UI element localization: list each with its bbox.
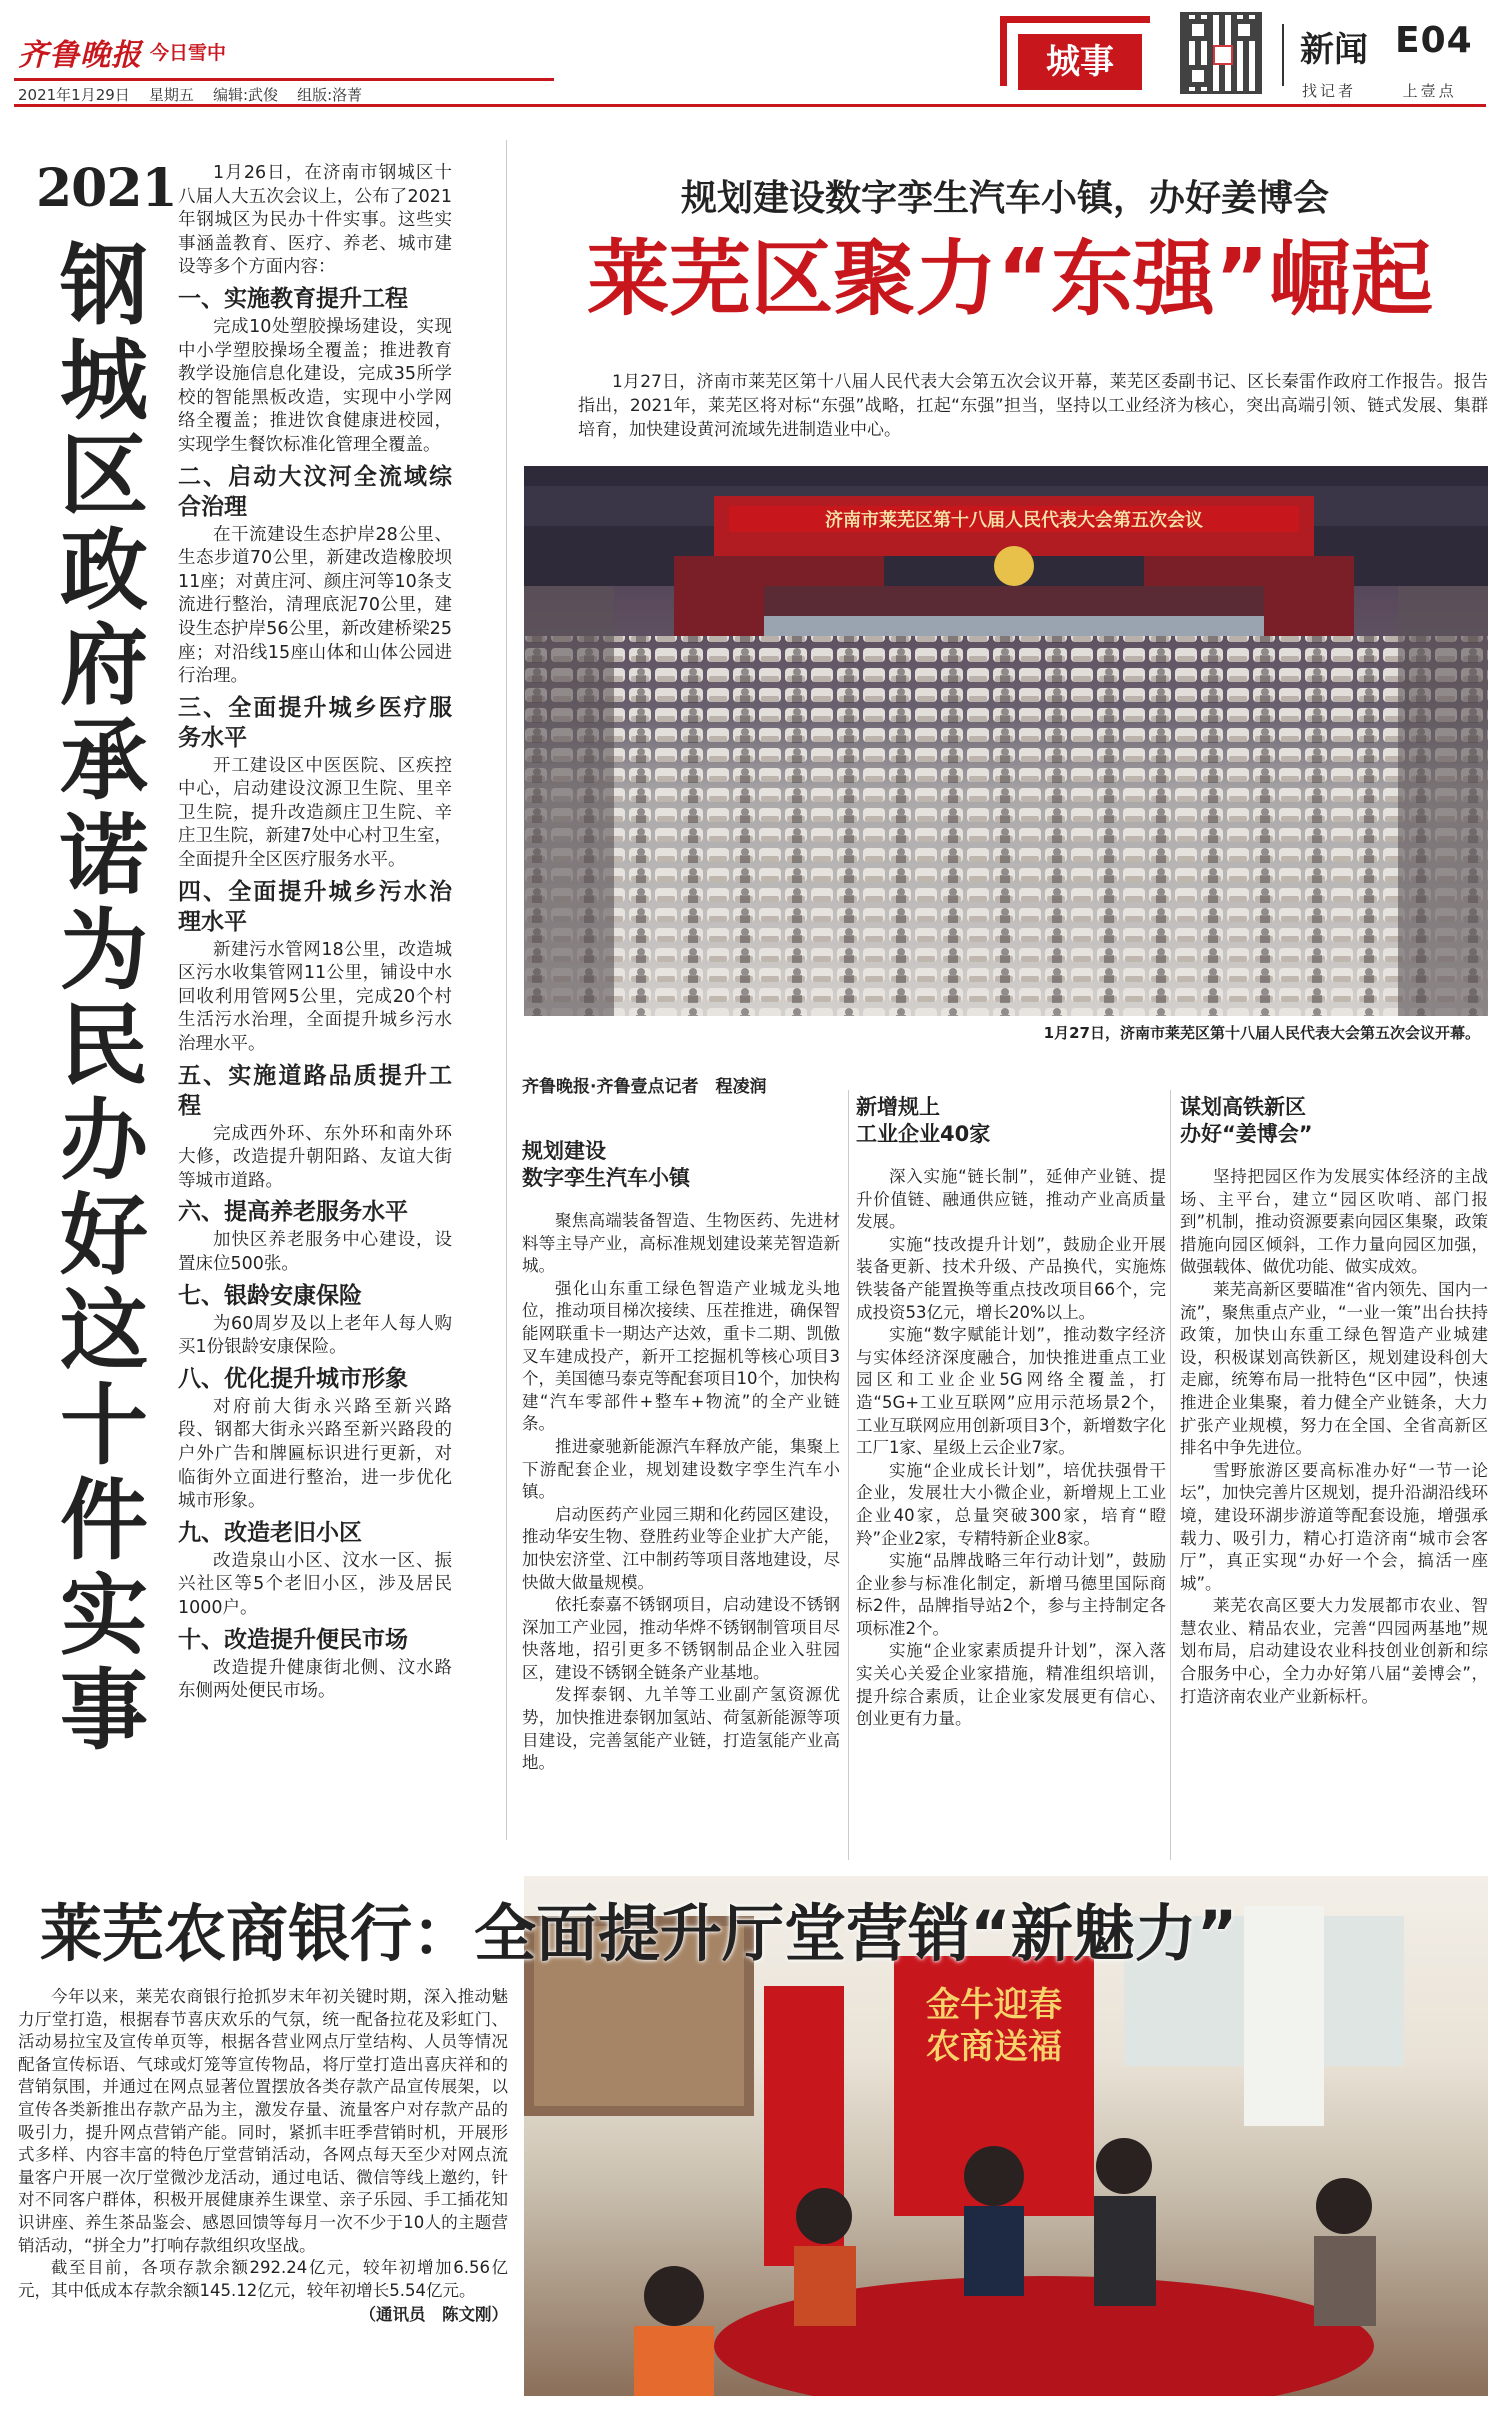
headline-char: 诺 <box>59 804 148 907</box>
col3-paragraph: 雪野旅游区要高标准办好“一节一论坛”，加快完善片区规划，提升沿湖沿线环境，建设环湖步游道等配套设施，增强承载力、吸引力，精心打造济南“城市会客厅”，真正实现“办好一个会，搞活一座城”。 <box>1180 1460 1488 1593</box>
reporter-platform: 上壹点 <box>1402 82 1457 100</box>
reporter-line <box>1302 80 1457 101</box>
reporter-label: 找记者 <box>1302 82 1357 100</box>
headline-char: 承 <box>59 709 148 812</box>
layout-credit: 组版:洛菁 <box>297 86 363 104</box>
main-subtitle: 规划建设数字孪生汽车小镇，办好姜博会 <box>680 178 1329 219</box>
col1-paragraph: 聚焦高端装备智造、生物医药、先进材料等主导产业，高标准规划建设莱芜智造新城。 <box>522 1211 840 1276</box>
headline-char: 区 <box>59 424 148 527</box>
col2-paragraph: 深入实施“链长制”，延伸产业链、提升价值链、融通供应链，推动产业高质量发展。 <box>856 1167 1166 1232</box>
col1-paragraph: 依托泰嘉不锈钢项目，启动建设不锈钢深加工产业园，推动华烨不锈钢制管项目尽快落地，招引更多不锈钢制品企业入驻园区，建设不锈钢全链条产业基地。 <box>522 1595 840 1682</box>
ten-things-article <box>178 162 452 1704</box>
main-byline: 齐鲁晚报·齐鲁壹点记者 程凌润 <box>522 1077 767 1097</box>
poster-line-1: 金牛迎春 <box>926 1985 1062 2025</box>
item-heading: 十、改造提升便民市场 <box>178 1626 408 1653</box>
newspaper-logo: 齐鲁晚报 <box>18 38 142 73</box>
item-heading: 八、优化提升城市形象 <box>178 1365 408 1392</box>
headline-char: 为 <box>59 899 148 1002</box>
section-name: 新闻 <box>1300 30 1368 70</box>
bank-para-1: 今年以来，莱芜农商银行抢抓岁末年初关键时期，深入推动魅力厅堂打造，根据春节喜庆欢乐的气氛，统一配备拉花及彩虹门、活动易拉宝及宣传单页等，根据各营业网点厅堂结构、人员等情况配备宣传标语、气球或灯笼等宣传物品，将厅堂打造出喜庆祥和的营销氛围，并通过在网点显著位置摆放各类存款产品宣传展架，以宣传各类新推出存款产品为主，激发存量、流量客户对存款产品的吸引力，提升网点营销产能。同时，紧抓丰旺季营销时机，开展形式多样、内容丰富的特色厅堂营销活动，各网点每天至少对网点流量客户开展一次厅堂微沙龙活动，通过电话、微信等线上邀约，针对不同客户群体，积极开展健康养生课堂、亲子乐园、手工插花知识讲座、养生茶品鉴会、感恩回馈等每月一次不少于10人的主题营销活动，“拼全力”打响存款组织攻坚战。 <box>18 1987 508 2255</box>
editor-credit: 编辑:武俊 <box>212 86 279 104</box>
item-body: 完成10处塑胶操场建设，实现中小学塑胶操场全覆盖；推进教育教学设施信息化建设，完成35所学校的智能黑板改造，实现中小学网络全覆盖；推进饮食健康进校园，实现学生餐饮标准化管理全覆盖。 <box>178 316 452 455</box>
item-body: 对府前大街永兴路至新兴路段、钢都大街永兴路至新兴路段的户外广告和牌匾标识进行更新，对临街外立面进行整治，进一步优化城市形象。 <box>178 1396 452 1512</box>
item-body: 完成西外环、东外环和南外环大修，改造提升朝阳路、友谊大街等城市道路。 <box>178 1123 452 1191</box>
item-body: 为60周岁及以上老年人每人购买1份银龄安康保险。 <box>178 1313 452 1358</box>
col3-paragraph: 莱芜农高区要大力发展都市农业、智慧农业、精品农业，完善“四园两基地”规划布局，启动建设农业科技创业创新和综合服务中心，全力办好第八届“姜博会”，打造济南农业产业新标杆。 <box>1180 1596 1488 1706</box>
ten-things-intro: 1月26日，在济南市钢城区十八届人大五次会议上，公布了2021年钢城区为民办十件实事。这些实事涵盖教育、医疗、养老、城市建设等多个方面内容： <box>178 163 452 278</box>
item-body: 新建污水管网18公里，改造城区污水收集管网11公里，铺设中水回收利用管网5公里，完成20个村生活污水治理，全面提升城乡污水治理水平。 <box>178 939 452 1055</box>
column-divider-1 <box>848 1090 849 1860</box>
photo-banner-text: 济南市莱芜区第十八届人民代表大会第五次会议 <box>825 510 1203 531</box>
item-body: 改造提升健康街北侧、汶水路东侧两处便民市场。 <box>178 1657 452 1702</box>
item-body: 加快区养老服务中心建设，设置床位500张。 <box>178 1230 452 1274</box>
col2-title-line2: 工业企业40家 <box>856 1122 991 1146</box>
conference-photo <box>524 466 1488 1016</box>
col2-paragraph: 实施“数字赋能计划”，推动数字经济与实体经济深度融合，加快推进重点工业园区和工业企业5G网络全覆盖，打造“5G+工业互联网”应用示范场景2个，工业互联网应用创新项目3个，新增数字化工厂1家、星级上云企业7家。 <box>856 1325 1166 1458</box>
col1-body <box>522 1210 840 1775</box>
ten-things-list <box>178 284 452 1704</box>
masthead-bottom-rule <box>14 104 1486 107</box>
col3-title-line1: 谋划高铁新区 <box>1180 1095 1306 1119</box>
issue-date: 2021年1月29日 <box>18 86 130 104</box>
conference-hall-illustration <box>524 466 1488 1016</box>
col3-body <box>1180 1166 1488 1708</box>
headline-char: 办 <box>59 1089 148 1192</box>
masthead <box>0 0 1500 112</box>
col1-title-line1: 规划建设 <box>522 1139 606 1163</box>
bank-headline: 莱芜农商银行：全面提升厅堂营销“新魅力” <box>40 1897 1238 1970</box>
headline-char: 城 <box>59 329 148 432</box>
col1-paragraph: 发挥泰钢、九羊等工业副产氢资源优势，加快推进泰钢加氢站、荷氢新能源等项目建设，完善氢能产业链，打造氢能产业高地。 <box>522 1685 840 1773</box>
bank-credit: （通讯员 陈文刚） <box>359 2305 508 2325</box>
col2-paragraph: 实施“企业成长计划”，培优扶强骨干企业，发展壮大小微企业，新增规上工业企业40家，总量突破300家，培育“瞪羚”企业2家，专精特新企业8家。 <box>856 1460 1166 1548</box>
col2-paragraph: 实施“技改提升计划”，鼓励企业开展装备更新、技术升级、产品换代，实施炼铁装备产能置换等重点技改项目66个，完成投资53亿元，增长20%以上。 <box>856 1234 1166 1322</box>
year-label: 2021 <box>36 158 177 219</box>
main-headline: 莱芜区聚力“东强”崛起 <box>587 232 1433 327</box>
column-divider-left <box>506 140 507 1840</box>
masthead-rule <box>14 78 554 81</box>
main-col-3 <box>1180 1094 1488 1708</box>
section-badge: 城事 <box>1018 34 1142 90</box>
item-heading: 九、改造老旧小区 <box>178 1519 362 1546</box>
item-heading: 二、启动大汶河全流域综合治理 <box>178 463 452 520</box>
col1-paragraph: 推进豪驰新能源汽车释放产能，集聚上下游配套企业，规划建设数字孪生汽车小镇。 <box>522 1436 840 1502</box>
item-heading: 一、实施教育提升工程 <box>178 285 408 312</box>
headline-char: 好 <box>59 1184 148 1287</box>
item-heading: 四、全面提升城乡污水治理水平 <box>178 878 452 935</box>
col1-paragraph: 强化山东重工绿色智造产业城龙头地位，推动项目梯次接续、压茬推进，确保智能网联重卡一期达产达效，重卡二期、凯傲叉车建成投产，新开工挖掘机等核心项目3个，美国德马泰克等配套项目10个，加快构建“汽车零部件+整车+物流”的全产业链条。 <box>522 1278 840 1434</box>
page-number: E04 <box>1395 20 1473 61</box>
headline-char: 实 <box>59 1564 148 1667</box>
headline-char: 事 <box>59 1659 148 1762</box>
col3-paragraph: 莱芜高新区要瞄准“省内领先、国内一流”，聚焦重点产业，“一业一策”出台扶持政策，加快山东重工绿色智造产业城建设，积极谋划高铁新区，规划建设科创大走廊，统筹布局一批特色“区中园”，快速推进企业集聚，着力健全产业链条，大力扩张产业规模，努力在全国、全省高新区排名中争先进位。 <box>1180 1279 1488 1458</box>
headline-char: 件 <box>59 1469 148 1572</box>
vertical-headline <box>44 234 164 1762</box>
item-heading: 五、实施道路品质提升工程 <box>178 1062 452 1119</box>
masthead-meta <box>18 84 362 105</box>
main-lead <box>578 370 1488 442</box>
col2-paragraph: 实施“品牌战略三年行动计划”，鼓励企业参与标准化制定，新增马德里国际商标2件，品牌指导站2个，参与主持制定各项标准2个。 <box>856 1551 1166 1638</box>
headline-char: 十 <box>59 1374 148 1477</box>
col2-body <box>856 1166 1166 1731</box>
col2-paragraph: 实施“企业家素质提升计划”，深入落实关心关爱企业家措施，精准组织培训，提升综合素质，让企业家发展更有信心、创业更有力量。 <box>856 1641 1166 1729</box>
section-divider <box>1282 24 1284 86</box>
column-divider-2 <box>1170 1090 1171 1860</box>
headline-char: 民 <box>59 994 148 1097</box>
issue-weekday: 星期五 <box>148 86 194 104</box>
main-lead-text: 1月27日，济南市莱芜区第十八届人民代表大会第五次会议开幕，莱芜区委副书记、区长秦雷作政府工作报告。报告指出，2021年，莱芜区将对标“东强”战略，扛起“东强”担当，坚持以工业经济为核心，突出高端引领、链式发展、集群培育，加快建设黄河流域先进制造业中心。 <box>578 372 1488 440</box>
item-body: 在干流建设生态护岸28公里、生态步道70公里，新建改造橡胶坝11座；对黄庄河、颜庄河等10条支流进行整治，清理底泥70公里，建设生态护岸56公里，新改建桥梁25座；对沿线15座山体和山体公园进行治理。 <box>178 524 452 687</box>
headline-char: 政 <box>59 519 148 622</box>
qr-code[interactable] <box>1180 12 1262 94</box>
col3-paragraph: 坚持把园区作为发展实体经济的主战场、主平台，建立“园区吹哨、部门报到”机制，推动资源要素向园区集聚，政策措施向园区倾斜，工作力量向园区加强，做强载体、做优功能、做实成效。 <box>1180 1167 1488 1277</box>
headline-char: 府 <box>59 614 148 717</box>
item-heading: 三、全面提升城乡医疗服务水平 <box>178 694 452 751</box>
headline-char: 这 <box>59 1279 148 1382</box>
bank-article <box>18 1986 508 2327</box>
col3-title-line2: 办好“姜博会” <box>1180 1122 1313 1146</box>
poster-line-2: 农商送福 <box>926 2027 1062 2067</box>
item-heading: 六、提高养老服务水平 <box>178 1199 408 1226</box>
bank-para-2: 截至目前，各项存款余额292.24亿元，较年初增加6.56亿元，其中低成本存款余额145.12亿元，较年初增长5.54亿元。 <box>18 2258 508 2300</box>
col1-title-line2: 数字孪生汽车小镇 <box>522 1166 690 1190</box>
item-heading: 七、银龄安康保险 <box>178 1282 362 1309</box>
item-body: 改造泉山小区、汶水一区、振兴社区等5个老旧小区，涉及居民1000户。 <box>178 1550 452 1618</box>
col2-title-line1: 新增规上 <box>856 1095 940 1119</box>
main-col-1 <box>522 1138 840 1775</box>
main-col-2 <box>856 1094 1166 1731</box>
edition-label: 今日雪中 <box>150 42 227 64</box>
photo-caption: 1月27日，济南市莱芜区第十八届人民代表大会第五次会议开幕。 <box>1043 1024 1480 1042</box>
item-body: 开工建设区中医医院、区疾控中心，启动建设汶源卫生院、里辛卫生院，提升改造颜庄卫生院、辛庄卫生院，新建7处中心村卫生室，全面提升全区医疗服务水平。 <box>178 755 452 871</box>
headline-char: 钢 <box>59 234 148 337</box>
col1-paragraph: 启动医药产业园三期和化药园区建设，推动华安生物、登胜药业等企业扩大产能，加快宏济堂、江中制药等项目落地建设，尽快做大做量规模。 <box>522 1504 840 1592</box>
